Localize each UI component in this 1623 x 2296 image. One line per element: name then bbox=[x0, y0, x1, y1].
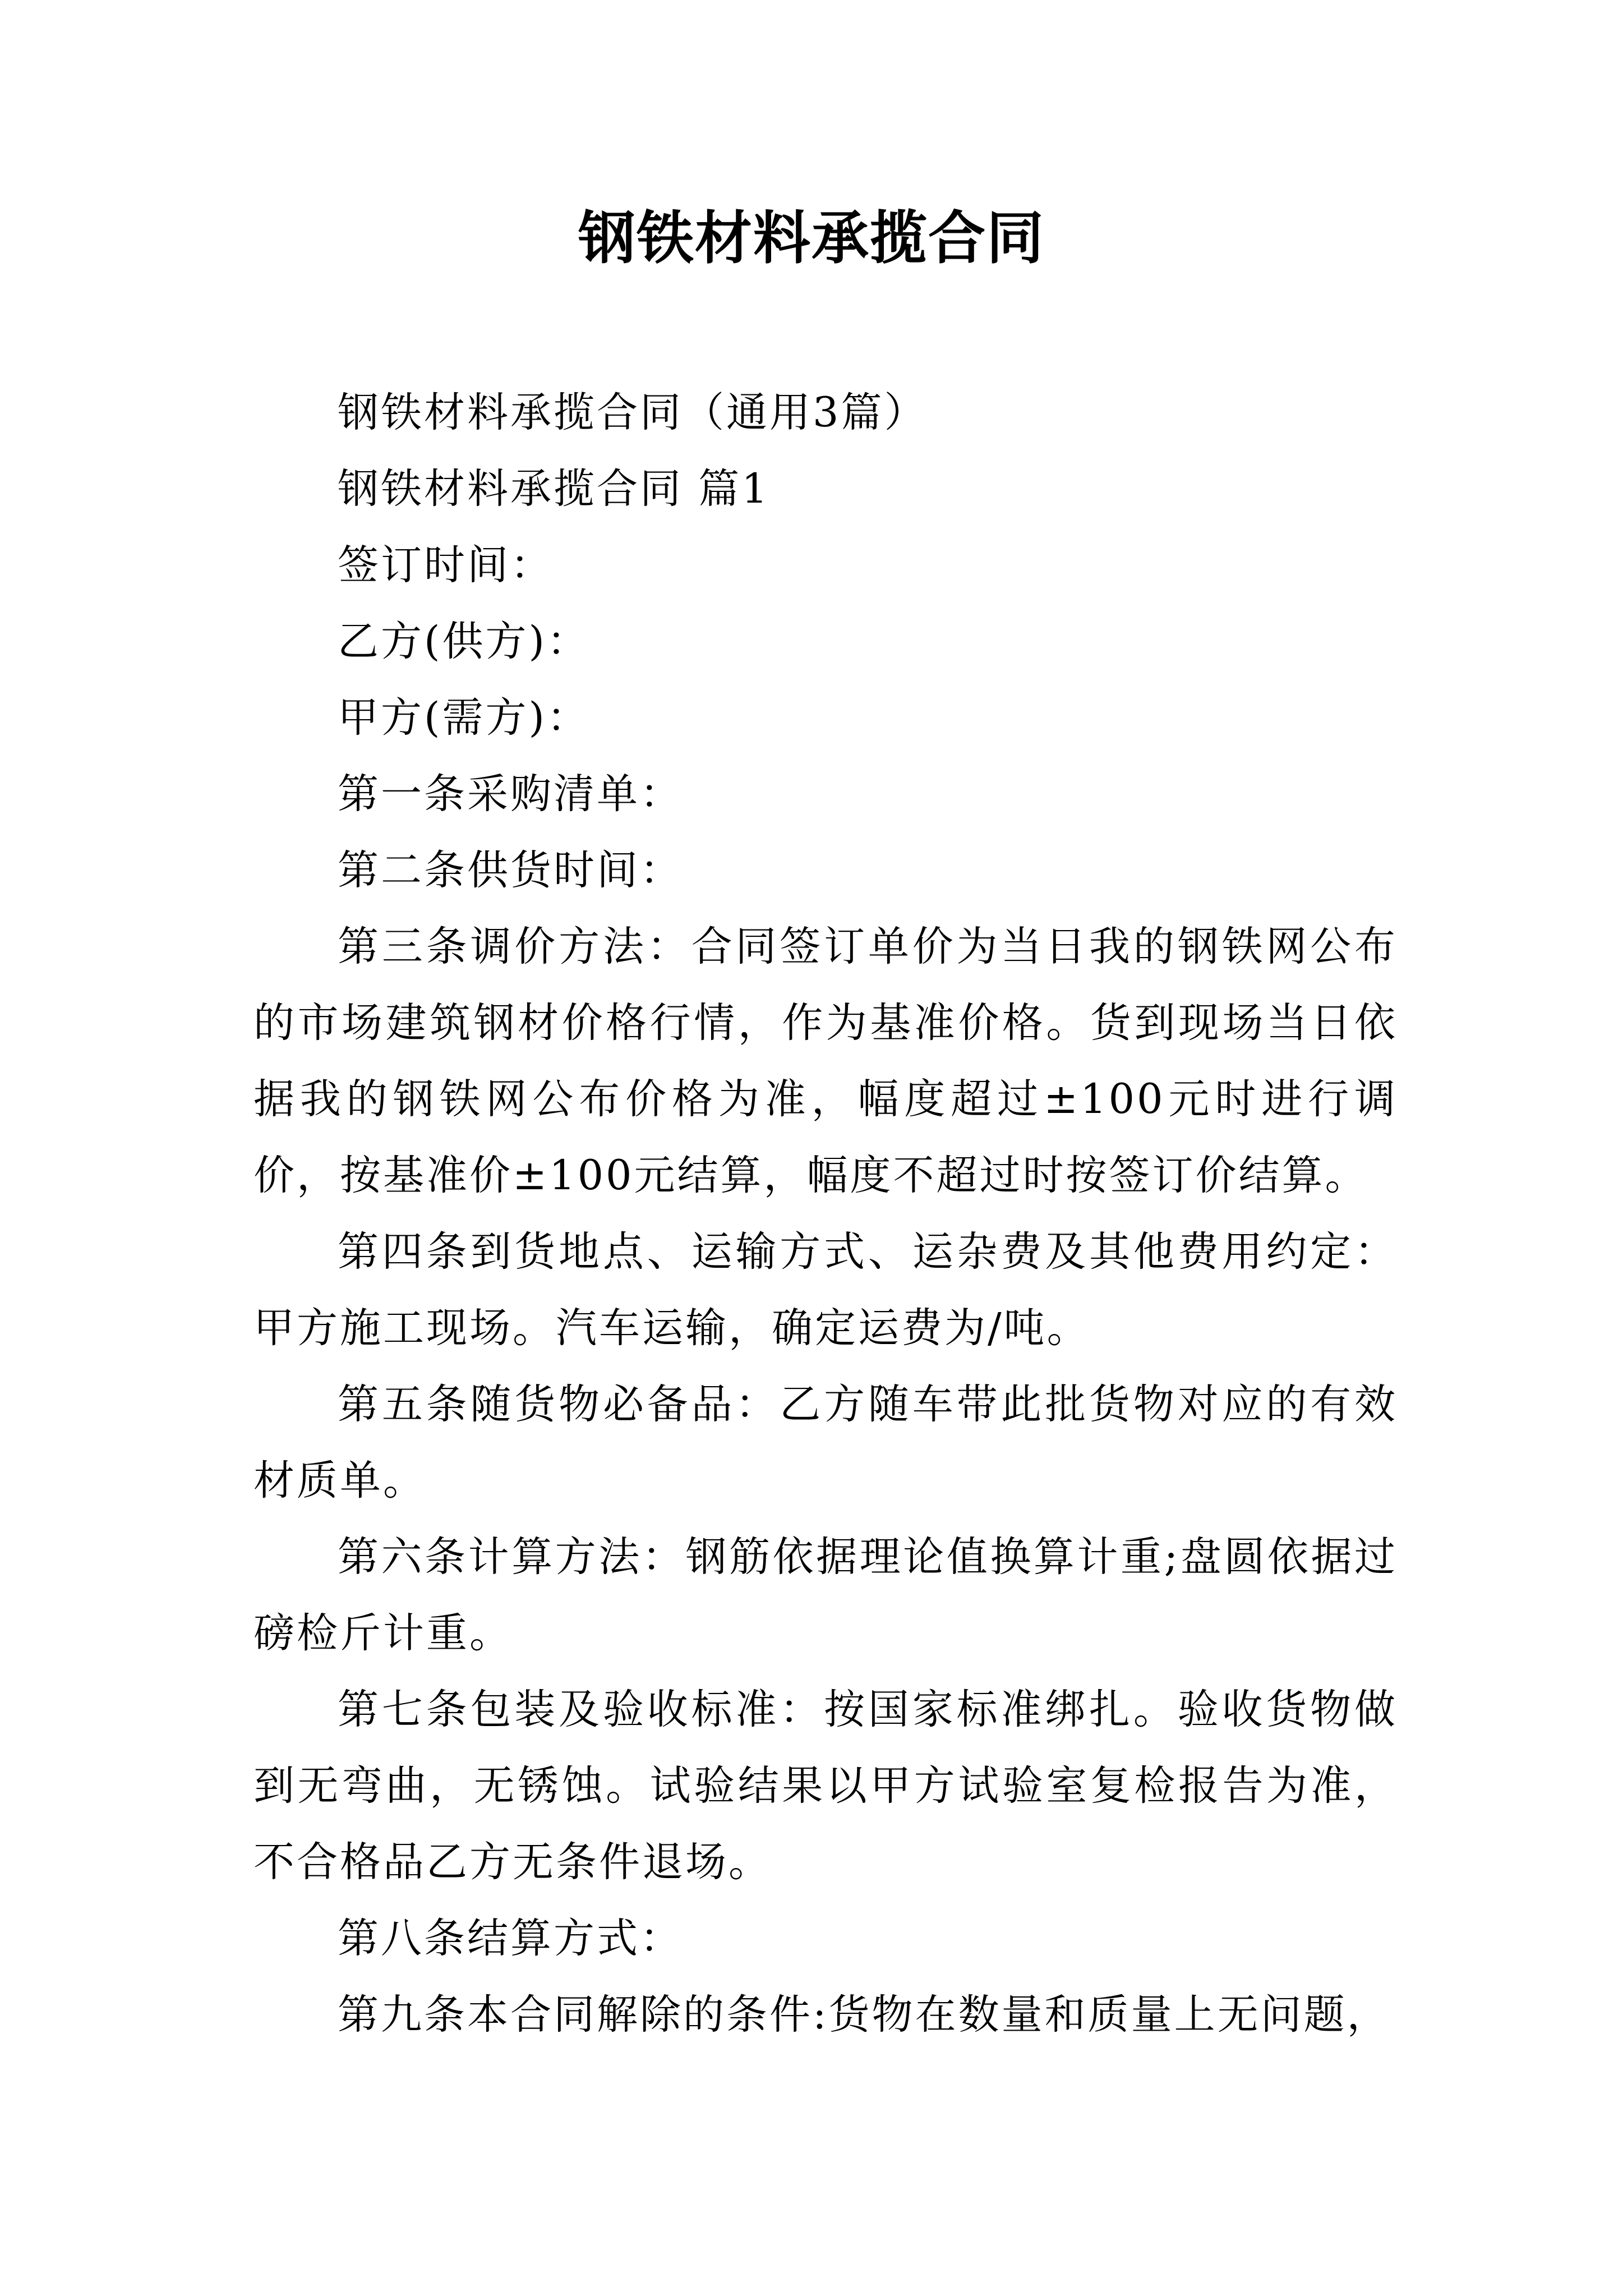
paragraph-article-2: 第二条供货时间： bbox=[338, 846, 683, 894]
paragraph-subtitle: 钢铁材料承揽合同（通用3篇） bbox=[338, 389, 928, 436]
paragraph-article-9: 第九条本合同解除的条件:货物在数量和质量上无问题， bbox=[338, 1991, 1390, 2039]
paragraph-party-b: 乙方(供方)： bbox=[338, 618, 590, 665]
paragraph-article-5: 第五条随货物必备品：乙方随车带此批货物对应的有效材质单。 bbox=[253, 1381, 1398, 1504]
paragraph-article-6: 第六条计算方法：钢筋依据理论值换算计重;盘圆依据过磅检斤计重。 bbox=[253, 1533, 1398, 1657]
paragraph-article-1: 第一条采购清单： bbox=[338, 770, 683, 818]
paragraph-section-heading: 钢铁材料承揽合同 篇1 bbox=[338, 465, 770, 513]
paragraph-party-a: 甲方(需方)： bbox=[338, 694, 590, 742]
paragraph-article-3: 第三条调价方法：合同签订单价为当日我的钢铁网公布的市场建筑钢材价格行情，作为基准价格。货到现场当日依据我的钢铁网公布价格为准，幅度超过±100元时进行调价，按基准价±100元结算，幅度不超过时按签订价结算。 bbox=[253, 923, 1398, 1199]
document-title: 钢铁材料承揽合同 bbox=[578, 205, 1045, 272]
paragraph-article-7: 第七条包装及验收标准：按国家标准绑扎。验收货物做到无弯曲，无锈蚀。试验结果以甲方试验室复检报告为准，不合格品乙方无条件退场。 bbox=[253, 1686, 1398, 1886]
paragraph-article-8: 第八条结算方式： bbox=[338, 1915, 683, 1962]
paragraph-signing-time: 签订时间： bbox=[338, 541, 554, 589]
document-body bbox=[253, 375, 1398, 2053]
paragraph-article-4: 第四条到货地点、运输方式、运杂费及其他费用约定：甲方施工现场。汽车运输，确定运费为/吨。 bbox=[253, 1228, 1398, 1352]
